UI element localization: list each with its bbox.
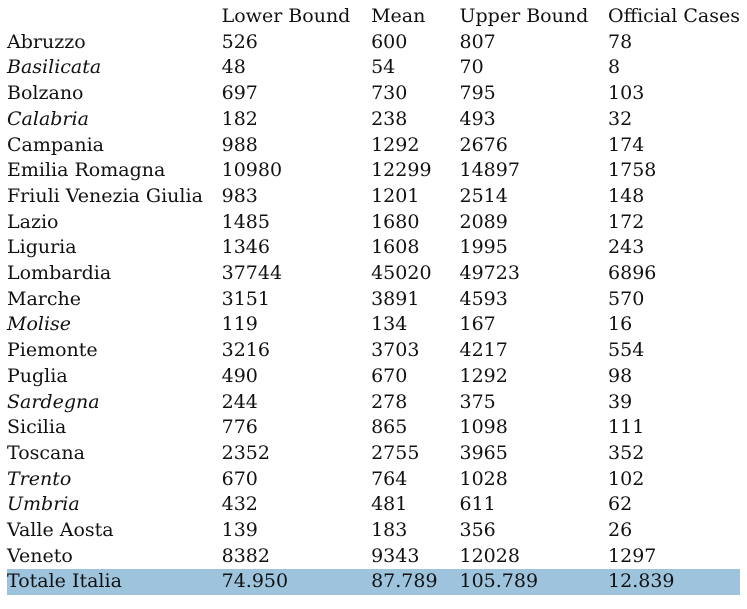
table-row <box>7 364 740 390</box>
upper-value: 3965 <box>459 441 508 464</box>
mean-value: 600 <box>371 30 408 53</box>
total-official-value: 12.839 <box>608 569 740 595</box>
table-row <box>7 30 740 56</box>
header-cell: Official Cases <box>608 5 740 27</box>
official-value: 32 <box>608 107 633 130</box>
official-value: 111 <box>608 416 645 439</box>
table-row <box>7 312 740 338</box>
lower-value: 37744 <box>221 262 283 285</box>
upper-value: 4593 <box>459 287 508 310</box>
lower-value: 10980 <box>221 159 283 182</box>
official-value: 352 <box>608 441 645 464</box>
region-name: Valle Aosta <box>7 519 114 542</box>
lower-value: 432 <box>221 493 258 516</box>
table-row <box>7 158 740 184</box>
official-value: 8 <box>608 56 621 79</box>
mean-value: 1680 <box>371 210 420 233</box>
upper-value: 356 <box>459 519 496 542</box>
table-row <box>7 107 740 133</box>
official-value: 174 <box>608 133 645 156</box>
official-value: 102 <box>608 467 645 490</box>
mean-value: 134 <box>371 313 408 336</box>
region-name: Lazio <box>7 210 59 233</box>
total-label: Totale Italia <box>7 569 222 595</box>
total-lower-value: 74.950 <box>222 569 371 595</box>
total-upper-value: 105.789 <box>459 569 608 595</box>
region-name: Calabria <box>7 107 89 130</box>
table-header <box>7 4 740 30</box>
mean-value: 3703 <box>371 339 420 362</box>
total-mean-value: 87.789 <box>371 569 459 595</box>
upper-value: 2089 <box>459 210 508 233</box>
region-name: Lombardia <box>7 262 112 285</box>
mean-value: 45020 <box>371 262 432 285</box>
upper-value: 167 <box>459 313 496 336</box>
upper-value: 611 <box>459 493 496 516</box>
upper-value: 807 <box>459 30 496 53</box>
upper-value: 14897 <box>459 159 520 182</box>
official-value: 98 <box>608 364 633 387</box>
upper-value: 12028 <box>459 544 520 567</box>
region-name: Marche <box>7 287 81 310</box>
table-row <box>7 390 740 416</box>
lower-value: 670 <box>221 467 258 490</box>
official-value: 6896 <box>608 262 657 285</box>
lower-value: 776 <box>221 416 258 439</box>
table-row <box>7 210 740 236</box>
lower-value: 182 <box>221 107 258 130</box>
table-row <box>7 235 740 261</box>
table-body <box>7 30 740 595</box>
region-name: Toscana <box>7 441 85 464</box>
upper-value: 1995 <box>459 236 508 259</box>
region-name: Puglia <box>7 364 68 387</box>
mean-value: 1608 <box>371 236 420 259</box>
upper-value: 493 <box>459 107 496 130</box>
region-name: Campania <box>7 133 105 156</box>
region-name: Piemonte <box>7 339 98 362</box>
table-row <box>7 133 740 159</box>
mean-value: 670 <box>371 364 408 387</box>
mean-value: 183 <box>371 519 408 542</box>
lower-value: 244 <box>221 390 258 413</box>
lower-value: 8382 <box>221 544 270 567</box>
mean-value: 481 <box>371 493 408 516</box>
mean-value: 764 <box>371 467 408 490</box>
official-value: 103 <box>608 82 645 105</box>
table-container <box>7 4 740 595</box>
region-name: Emilia Romagna <box>7 159 166 182</box>
table-row <box>7 81 740 107</box>
official-value: 554 <box>608 339 645 362</box>
mean-value: 1201 <box>371 184 420 207</box>
lower-value: 2352 <box>221 441 270 464</box>
lower-value: 1485 <box>221 210 270 233</box>
region-name: Sardegna <box>7 390 100 413</box>
region-name: Friuli Venezia Giulia <box>7 184 203 207</box>
official-value: 243 <box>608 236 645 259</box>
upper-value: 49723 <box>459 262 520 285</box>
lower-value: 119 <box>221 313 258 336</box>
official-value: 26 <box>608 519 633 542</box>
upper-value: 2514 <box>459 184 508 207</box>
region-name: Liguria <box>7 236 77 259</box>
official-value: 62 <box>608 493 633 516</box>
upper-value: 1292 <box>459 364 508 387</box>
official-value: 39 <box>608 390 633 413</box>
lower-value: 139 <box>221 519 258 542</box>
lower-value: 983 <box>221 184 258 207</box>
official-value: 1297 <box>608 544 657 567</box>
lower-value: 697 <box>221 82 258 105</box>
header-cell: Mean <box>371 5 426 27</box>
upper-value: 1098 <box>459 416 508 439</box>
upper-value: 375 <box>459 390 496 413</box>
upper-value: 4217 <box>459 339 508 362</box>
region-name: Bolzano <box>7 82 84 105</box>
table-row <box>7 492 740 518</box>
upper-value: 1028 <box>459 467 508 490</box>
lower-value: 490 <box>221 364 258 387</box>
official-value: 78 <box>608 30 633 53</box>
upper-value: 70 <box>459 56 484 79</box>
official-value: 172 <box>608 210 645 233</box>
table-row <box>7 518 740 544</box>
official-value: 16 <box>608 313 633 336</box>
mean-value: 12299 <box>371 159 432 182</box>
mean-value: 1292 <box>371 133 420 156</box>
regional-estimates-table <box>7 4 740 595</box>
header-cell: Upper Bound <box>459 5 589 27</box>
region-name: Umbria <box>7 493 80 516</box>
lower-value: 1346 <box>221 236 270 259</box>
official-value: 148 <box>608 184 645 207</box>
region-name: Trento <box>7 467 72 490</box>
table-row <box>7 544 740 570</box>
table-row <box>7 55 740 81</box>
total-row <box>7 569 740 595</box>
table-row <box>7 261 740 287</box>
lower-value: 48 <box>221 56 246 79</box>
table-row <box>7 338 740 364</box>
upper-value: 795 <box>459 82 496 105</box>
region-name: Molise <box>7 313 72 336</box>
region-name: Basilicata <box>7 56 102 79</box>
mean-value: 238 <box>371 107 408 130</box>
mean-value: 865 <box>371 416 408 439</box>
table-row <box>7 441 740 467</box>
mean-value: 54 <box>371 56 396 79</box>
table-row <box>7 287 740 313</box>
mean-value: 278 <box>371 390 408 413</box>
mean-value: 2755 <box>371 441 420 464</box>
table-row <box>7 184 740 210</box>
region-name: Abruzzo <box>7 30 86 53</box>
lower-value: 526 <box>221 30 258 53</box>
lower-value: 988 <box>221 133 258 156</box>
region-name: Sicilia <box>7 416 67 439</box>
lower-value: 3216 <box>221 339 270 362</box>
mean-value: 3891 <box>371 287 420 310</box>
region-name: Veneto <box>7 544 73 567</box>
header-row <box>7 4 740 30</box>
mean-value: 730 <box>371 82 408 105</box>
mean-value: 9343 <box>371 544 420 567</box>
table-row <box>7 467 740 493</box>
lower-value: 3151 <box>221 287 270 310</box>
header-cell: Lower Bound <box>221 5 351 27</box>
official-value: 570 <box>608 287 645 310</box>
table-row <box>7 415 740 441</box>
upper-value: 2676 <box>459 133 508 156</box>
official-value: 1758 <box>608 159 657 182</box>
header-region <box>7 4 222 30</box>
